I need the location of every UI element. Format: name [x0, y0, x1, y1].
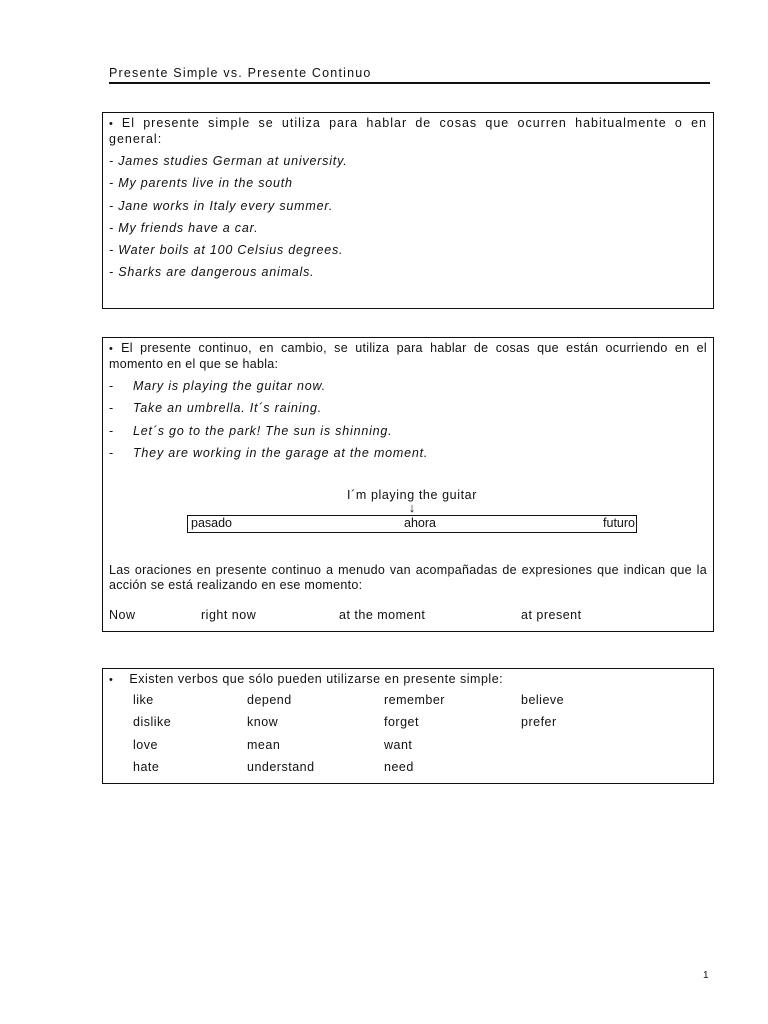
- timeline-now: ahora: [404, 516, 436, 530]
- bullet-icon: •: [109, 674, 114, 686]
- verb: mean: [247, 738, 281, 752]
- expressions-paragraph: Las oraciones en presente continuo a menudo van acompañadas de expresiones que indican que la acción se está realizando en ese momento:: [109, 563, 707, 592]
- verb: like: [133, 693, 154, 707]
- bullet-icon: •: [109, 118, 114, 130]
- example-text: Take an umbrella. It´s raining.: [133, 401, 323, 416]
- continuous-present-examples: [109, 379, 707, 468]
- down-arrow-icon: ↓: [408, 500, 416, 515]
- expression: at present: [521, 608, 582, 622]
- dash-marker: -: [109, 379, 114, 393]
- verb: remember: [384, 693, 445, 707]
- stative-verbs-intro: [109, 672, 707, 688]
- expression: right now: [201, 608, 257, 622]
- example-text: Let´s go to the park! The sun is shinning.: [133, 423, 393, 438]
- verb: hate: [133, 760, 160, 774]
- verb: want: [384, 738, 413, 752]
- verb: believe: [521, 693, 565, 707]
- dash-marker: -: [109, 401, 114, 416]
- verb: know: [247, 715, 279, 729]
- continuous-present-box: [102, 337, 714, 632]
- list-item: - Sharks are dangerous animals.: [109, 265, 315, 280]
- timeline-future: futuro: [603, 516, 635, 530]
- list-item: [109, 446, 707, 468]
- dash-marker: -: [109, 445, 114, 460]
- verb: prefer: [521, 715, 557, 729]
- verb: depend: [247, 693, 292, 707]
- verb: forget: [384, 715, 419, 729]
- simple-present-intro: [109, 116, 707, 147]
- example-text: They are working in the garage at the moment.: [133, 445, 429, 460]
- timeline: [187, 488, 637, 533]
- simple-present-examples: [109, 154, 707, 288]
- list-item: [109, 379, 707, 401]
- simple-present-intro-text: El presente simple se utiliza para hablar de cosas que ocurren habitualmente o en general:: [109, 116, 707, 146]
- verb: dislike: [133, 715, 172, 729]
- dash-marker: -: [109, 423, 114, 438]
- expression: Now: [109, 608, 136, 622]
- page-title: Presente Simple vs. Presente Continuo: [109, 66, 710, 84]
- page-number: 1: [703, 970, 709, 981]
- list-item: - My friends have a car.: [109, 220, 259, 235]
- list-item: - Water boils at 100 Celsius degrees.: [109, 243, 344, 258]
- simple-present-box: [102, 112, 714, 309]
- bullet-icon: •: [109, 343, 114, 355]
- timeline-past: pasado: [191, 516, 233, 530]
- timeline-bar: [187, 515, 637, 533]
- stative-verbs-intro-text: Existen verbos que sólo pueden utilizarse en presente simple:: [129, 672, 504, 686]
- list-item: - Jane works in Italy every summer.: [109, 198, 334, 213]
- verb: need: [384, 760, 414, 774]
- list-item: - James studies German at university.: [109, 154, 348, 168]
- list-item: [109, 424, 707, 446]
- timeline-label: I´m playing the guitar: [347, 488, 477, 502]
- example-text: Mary is playing the guitar now.: [133, 379, 326, 393]
- verb: understand: [247, 760, 315, 774]
- expression: at the moment: [339, 608, 426, 622]
- continuous-present-intro-text: El presente continuo, en cambio, se utiliza para hablar de cosas que están ocurriendo en el momento en el que se habla:: [109, 341, 707, 371]
- list-item: [109, 401, 707, 423]
- continuous-present-intro: [109, 341, 707, 372]
- list-item: - My parents live in the south: [109, 176, 293, 191]
- verb: love: [133, 738, 158, 752]
- stative-verbs-box: [102, 668, 714, 784]
